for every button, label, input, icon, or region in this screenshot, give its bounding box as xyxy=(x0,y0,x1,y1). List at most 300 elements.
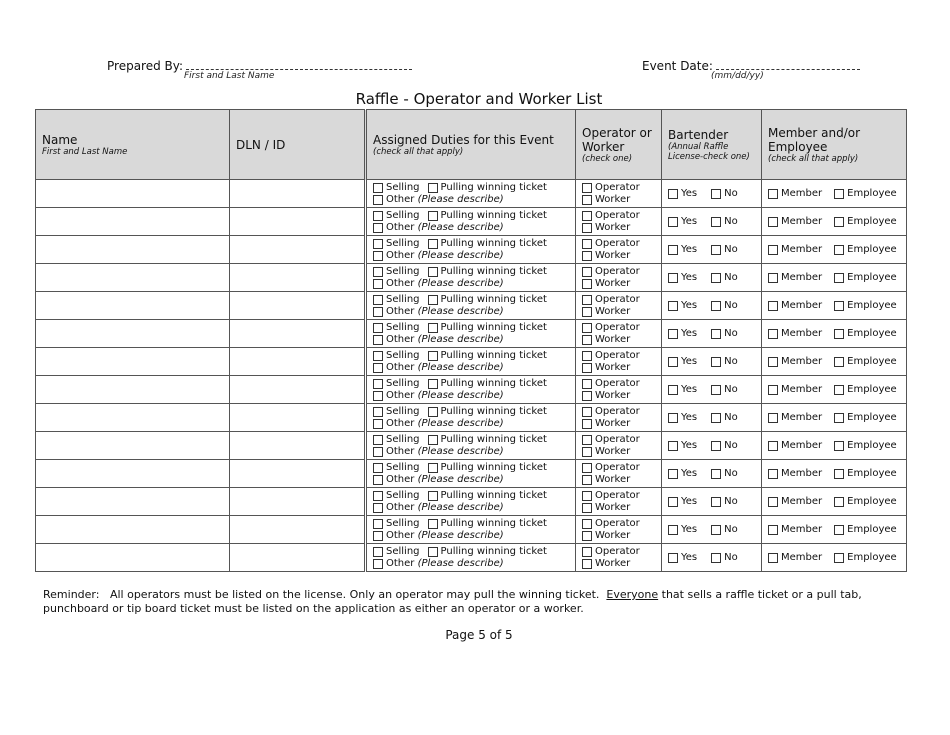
selling-checkbox[interactable] xyxy=(373,211,383,221)
bartender-cell xyxy=(662,404,762,432)
worker-label: Worker xyxy=(595,474,631,485)
no-label: No xyxy=(724,384,738,395)
member-checkbox[interactable] xyxy=(768,413,778,423)
member-cell xyxy=(762,264,907,292)
other-label: Other xyxy=(386,530,415,541)
no-checkbox[interactable] xyxy=(711,329,721,339)
operator-label: Operator xyxy=(595,238,640,249)
other-describe-hint: (Please describe) xyxy=(417,306,504,317)
operator-checkbox[interactable] xyxy=(582,379,592,389)
bartender-cell xyxy=(662,292,762,320)
selling-checkbox[interactable] xyxy=(373,491,383,501)
operator-checkbox[interactable] xyxy=(582,351,592,361)
pulling-checkbox[interactable] xyxy=(428,239,438,249)
table-header xyxy=(36,110,907,180)
other-describe-hint: (Please describe) xyxy=(417,362,504,373)
other-describe-hint: (Please describe) xyxy=(417,558,504,569)
yes-checkbox[interactable] xyxy=(668,525,678,535)
other-checkbox[interactable] xyxy=(373,279,383,289)
member-label: Member xyxy=(781,524,823,535)
member-checkbox[interactable] xyxy=(768,329,778,339)
other-checkbox[interactable] xyxy=(373,475,383,485)
dln-cell[interactable] xyxy=(230,516,366,544)
dln-cell[interactable] xyxy=(230,404,366,432)
pulling-label: Pulling winning ticket xyxy=(440,546,547,557)
pulling-checkbox[interactable] xyxy=(428,407,438,417)
operator-checkbox[interactable] xyxy=(582,295,592,305)
bartender-cell xyxy=(662,180,762,208)
pulling-label: Pulling winning ticket xyxy=(440,518,547,529)
other-describe-hint: (Please describe) xyxy=(417,334,504,345)
other-describe-hint: (Please describe) xyxy=(417,194,504,205)
duties-cell xyxy=(366,348,576,376)
operator-checkbox[interactable] xyxy=(582,463,592,473)
selling-checkbox[interactable] xyxy=(373,547,383,557)
no-checkbox[interactable] xyxy=(711,301,721,311)
member-cell xyxy=(762,404,907,432)
dln-cell[interactable] xyxy=(230,432,366,460)
operator-label: Operator xyxy=(595,434,640,445)
role-cell xyxy=(576,320,662,348)
operator-checkbox[interactable] xyxy=(582,183,592,193)
employee-checkbox[interactable] xyxy=(834,553,844,563)
operator-checkbox[interactable] xyxy=(582,267,592,277)
yes-checkbox[interactable] xyxy=(668,469,678,479)
worker-checkbox[interactable] xyxy=(582,475,592,485)
member-label: Member xyxy=(781,468,823,479)
operator-checkbox[interactable] xyxy=(582,491,592,501)
dln-cell[interactable] xyxy=(230,292,366,320)
member-cell xyxy=(762,432,907,460)
member-checkbox[interactable] xyxy=(768,525,778,535)
name-cell[interactable] xyxy=(36,180,230,208)
worker-label: Worker xyxy=(595,306,631,317)
selling-checkbox[interactable] xyxy=(373,267,383,277)
pulling-checkbox[interactable] xyxy=(428,295,438,305)
operator-checkbox[interactable] xyxy=(582,435,592,445)
operator-label: Operator xyxy=(595,210,640,221)
other-label: Other xyxy=(386,278,415,289)
selling-label: Selling xyxy=(386,434,420,445)
member-label: Member xyxy=(781,384,823,395)
pulling-checkbox[interactable] xyxy=(428,435,438,445)
selling-checkbox[interactable] xyxy=(373,239,383,249)
page-title: Raffle - Operator and Worker List xyxy=(355,90,603,108)
worker-checkbox[interactable] xyxy=(582,223,592,233)
bartender-cell xyxy=(662,516,762,544)
worker-checkbox[interactable] xyxy=(582,335,592,345)
role-cell xyxy=(576,404,662,432)
name-cell[interactable] xyxy=(36,544,230,572)
other-label: Other xyxy=(386,390,415,401)
yes-checkbox[interactable] xyxy=(668,329,678,339)
no-checkbox[interactable] xyxy=(711,357,721,367)
pulling-label: Pulling winning ticket xyxy=(440,378,547,389)
worker-checkbox[interactable] xyxy=(582,195,592,205)
dln-cell[interactable] xyxy=(230,460,366,488)
yes-checkbox[interactable] xyxy=(668,189,678,199)
other-checkbox[interactable] xyxy=(373,307,383,317)
duties-cell xyxy=(366,208,576,236)
other-label: Other xyxy=(386,446,415,457)
no-label: No xyxy=(724,188,738,199)
employee-checkbox[interactable] xyxy=(834,497,844,507)
member-cell xyxy=(762,544,907,572)
pulling-checkbox[interactable] xyxy=(428,463,438,473)
member-cell xyxy=(762,516,907,544)
other-checkbox[interactable] xyxy=(373,251,383,261)
member-checkbox[interactable] xyxy=(768,189,778,199)
pulling-label: Pulling winning ticket xyxy=(440,238,547,249)
yes-label: Yes xyxy=(681,328,698,339)
worker-label: Worker xyxy=(595,278,631,289)
employee-label: Employee xyxy=(847,244,897,255)
pulling-checkbox[interactable] xyxy=(428,323,438,333)
worker-label: Worker xyxy=(595,334,631,345)
dln-cell[interactable] xyxy=(230,376,366,404)
no-checkbox[interactable] xyxy=(711,217,721,227)
role-cell xyxy=(576,432,662,460)
duties-cell xyxy=(366,516,576,544)
yes-label: Yes xyxy=(681,384,698,395)
duties-cell xyxy=(366,236,576,264)
employee-checkbox[interactable] xyxy=(834,217,844,227)
dln-cell[interactable] xyxy=(230,488,366,516)
operator-label: Operator xyxy=(595,462,640,473)
employee-checkbox[interactable] xyxy=(834,357,844,367)
operator-checkbox[interactable] xyxy=(582,547,592,557)
role-cell xyxy=(576,236,662,264)
employee-label: Employee xyxy=(847,356,897,367)
pulling-checkbox[interactable] xyxy=(428,547,438,557)
no-checkbox[interactable] xyxy=(711,441,721,451)
employee-checkbox[interactable] xyxy=(834,385,844,395)
bartender-cell xyxy=(662,236,762,264)
name-cell[interactable] xyxy=(36,292,230,320)
employee-checkbox[interactable] xyxy=(834,525,844,535)
other-checkbox[interactable] xyxy=(373,391,383,401)
member-checkbox[interactable] xyxy=(768,469,778,479)
page-number: Page 5 of 5 xyxy=(445,628,513,642)
member-checkbox[interactable] xyxy=(768,245,778,255)
no-checkbox[interactable] xyxy=(711,469,721,479)
member-cell xyxy=(762,208,907,236)
event-date-line[interactable] xyxy=(716,60,860,70)
dln-cell[interactable] xyxy=(230,544,366,572)
name-cell[interactable] xyxy=(36,516,230,544)
worker-checkbox[interactable] xyxy=(582,307,592,317)
selling-label: Selling xyxy=(386,182,420,193)
worker-checkbox[interactable] xyxy=(582,391,592,401)
no-label: No xyxy=(724,244,738,255)
operator-label: Operator xyxy=(595,378,640,389)
duties-cell xyxy=(366,404,576,432)
yes-label: Yes xyxy=(681,440,698,451)
other-describe-hint: (Please describe) xyxy=(417,250,504,261)
yes-label: Yes xyxy=(681,524,698,535)
selling-label: Selling xyxy=(386,322,420,333)
other-checkbox[interactable] xyxy=(373,531,383,541)
no-checkbox[interactable] xyxy=(711,413,721,423)
col-member: Member and/or Employee (check all that apply) xyxy=(762,110,907,180)
role-cell xyxy=(576,292,662,320)
table-row xyxy=(36,180,907,208)
no-label: No xyxy=(724,216,738,227)
other-checkbox[interactable] xyxy=(373,503,383,513)
selling-label: Selling xyxy=(386,490,420,501)
dln-cell[interactable] xyxy=(230,320,366,348)
yes-checkbox[interactable] xyxy=(668,553,678,563)
table-row xyxy=(36,516,907,544)
pulling-checkbox[interactable] xyxy=(428,519,438,529)
worker-label: Worker xyxy=(595,418,631,429)
no-label: No xyxy=(724,272,738,283)
no-checkbox[interactable] xyxy=(711,525,721,535)
other-checkbox[interactable] xyxy=(373,447,383,457)
member-checkbox[interactable] xyxy=(768,357,778,367)
member-checkbox[interactable] xyxy=(768,441,778,451)
employee-checkbox[interactable] xyxy=(834,301,844,311)
member-checkbox[interactable] xyxy=(768,301,778,311)
member-cell xyxy=(762,320,907,348)
selling-checkbox[interactable] xyxy=(373,295,383,305)
table-row xyxy=(36,264,907,292)
yes-checkbox[interactable] xyxy=(668,217,678,227)
member-checkbox[interactable] xyxy=(768,553,778,563)
event-date-label: Event Date: xyxy=(642,59,713,73)
operator-checkbox[interactable] xyxy=(582,323,592,333)
dln-cell[interactable] xyxy=(230,180,366,208)
selling-label: Selling xyxy=(386,238,420,249)
selling-checkbox[interactable] xyxy=(373,435,383,445)
yes-checkbox[interactable] xyxy=(668,385,678,395)
name-cell[interactable] xyxy=(36,404,230,432)
employee-label: Employee xyxy=(847,440,897,451)
no-checkbox[interactable] xyxy=(711,189,721,199)
table-row xyxy=(36,488,907,516)
pulling-checkbox[interactable] xyxy=(428,379,438,389)
operator-label: Operator xyxy=(595,294,640,305)
pulling-checkbox[interactable] xyxy=(428,211,438,221)
member-label: Member xyxy=(781,440,823,451)
duties-cell xyxy=(366,292,576,320)
member-cell xyxy=(762,348,907,376)
selling-checkbox[interactable] xyxy=(373,183,383,193)
other-describe-hint: (Please describe) xyxy=(417,222,504,233)
member-checkbox[interactable] xyxy=(768,385,778,395)
name-cell[interactable] xyxy=(36,208,230,236)
operator-label: Operator xyxy=(595,490,640,501)
yes-label: Yes xyxy=(681,496,698,507)
other-checkbox[interactable] xyxy=(373,363,383,373)
member-checkbox[interactable] xyxy=(768,217,778,227)
other-checkbox[interactable] xyxy=(373,559,383,569)
selling-label: Selling xyxy=(386,462,420,473)
yes-checkbox[interactable] xyxy=(668,273,678,283)
member-checkbox[interactable] xyxy=(768,273,778,283)
col-dln: DLN / ID xyxy=(230,110,366,180)
dln-cell[interactable] xyxy=(230,264,366,292)
no-checkbox[interactable] xyxy=(711,385,721,395)
selling-label: Selling xyxy=(386,266,420,277)
other-checkbox[interactable] xyxy=(373,419,383,429)
other-describe-hint: (Please describe) xyxy=(417,278,504,289)
selling-checkbox[interactable] xyxy=(373,323,383,333)
table-row xyxy=(36,544,907,572)
bartender-cell xyxy=(662,320,762,348)
reminder-label: Reminder: xyxy=(43,588,100,601)
no-checkbox[interactable] xyxy=(711,497,721,507)
employee-label: Employee xyxy=(847,524,897,535)
worker-label: Worker xyxy=(595,558,631,569)
selling-checkbox[interactable] xyxy=(373,407,383,417)
dln-cell[interactable] xyxy=(230,348,366,376)
name-cell[interactable] xyxy=(36,320,230,348)
worker-label: Worker xyxy=(595,194,631,205)
employee-checkbox[interactable] xyxy=(834,329,844,339)
table-row xyxy=(36,376,907,404)
selling-label: Selling xyxy=(386,378,420,389)
other-label: Other xyxy=(386,334,415,345)
member-cell xyxy=(762,292,907,320)
operator-label: Operator xyxy=(595,266,640,277)
name-cell[interactable] xyxy=(36,460,230,488)
reminder-emphasis: Everyone xyxy=(606,588,659,601)
no-checkbox[interactable] xyxy=(711,245,721,255)
name-cell[interactable] xyxy=(36,236,230,264)
pulling-checkbox[interactable] xyxy=(428,351,438,361)
employee-checkbox[interactable] xyxy=(834,245,844,255)
table-row xyxy=(36,348,907,376)
yes-checkbox[interactable] xyxy=(668,301,678,311)
worker-checkbox[interactable] xyxy=(582,447,592,457)
bartender-cell xyxy=(662,432,762,460)
col-duties: Assigned Duties for this Event (check all that apply) xyxy=(366,110,576,180)
employee-checkbox[interactable] xyxy=(834,413,844,423)
role-cell xyxy=(576,516,662,544)
member-label: Member xyxy=(781,272,823,283)
yes-checkbox[interactable] xyxy=(668,497,678,507)
bartender-cell xyxy=(662,348,762,376)
pulling-checkbox[interactable] xyxy=(428,183,438,193)
selling-checkbox[interactable] xyxy=(373,379,383,389)
other-checkbox[interactable] xyxy=(373,335,383,345)
worker-table xyxy=(35,109,907,572)
role-cell xyxy=(576,460,662,488)
pulling-checkbox[interactable] xyxy=(428,267,438,277)
other-label: Other xyxy=(386,306,415,317)
table-row xyxy=(36,320,907,348)
member-label: Member xyxy=(781,244,823,255)
yes-label: Yes xyxy=(681,216,698,227)
no-checkbox[interactable] xyxy=(711,553,721,563)
worker-label: Worker xyxy=(595,250,631,261)
name-cell[interactable] xyxy=(36,432,230,460)
other-checkbox[interactable] xyxy=(373,195,383,205)
role-cell xyxy=(576,376,662,404)
selling-label: Selling xyxy=(386,518,420,529)
employee-checkbox[interactable] xyxy=(834,189,844,199)
operator-checkbox[interactable] xyxy=(582,211,592,221)
no-label: No xyxy=(724,524,738,535)
role-cell xyxy=(576,208,662,236)
yes-checkbox[interactable] xyxy=(668,413,678,423)
other-label: Other xyxy=(386,194,415,205)
pulling-label: Pulling winning ticket xyxy=(440,434,547,445)
col-name: Name First and Last Name xyxy=(36,110,230,180)
other-label: Other xyxy=(386,558,415,569)
member-cell xyxy=(762,236,907,264)
worker-checkbox[interactable] xyxy=(582,503,592,513)
yes-label: Yes xyxy=(681,356,698,367)
operator-label: Operator xyxy=(595,322,640,333)
selling-checkbox[interactable] xyxy=(373,519,383,529)
name-cell[interactable] xyxy=(36,348,230,376)
other-label: Other xyxy=(386,250,415,261)
name-cell[interactable] xyxy=(36,376,230,404)
other-checkbox[interactable] xyxy=(373,223,383,233)
employee-label: Employee xyxy=(847,468,897,479)
operator-checkbox[interactable] xyxy=(582,519,592,529)
worker-checkbox[interactable] xyxy=(582,531,592,541)
member-label: Member xyxy=(781,300,823,311)
reminder-note xyxy=(43,588,918,616)
worker-checkbox[interactable] xyxy=(582,419,592,429)
no-label: No xyxy=(724,328,738,339)
worker-checkbox[interactable] xyxy=(582,279,592,289)
yes-checkbox[interactable] xyxy=(668,245,678,255)
table-row xyxy=(36,404,907,432)
selling-checkbox[interactable] xyxy=(373,463,383,473)
no-label: No xyxy=(724,468,738,479)
selling-checkbox[interactable] xyxy=(373,351,383,361)
dln-cell[interactable] xyxy=(230,236,366,264)
yes-checkbox[interactable] xyxy=(668,441,678,451)
worker-checkbox[interactable] xyxy=(582,559,592,569)
bartender-cell xyxy=(662,208,762,236)
reminder-text-1: All operators must be listed on the license. Only an operator may pull the winning ticket. xyxy=(109,588,600,601)
yes-checkbox[interactable] xyxy=(668,357,678,367)
worker-label: Worker xyxy=(595,530,631,541)
employee-checkbox[interactable] xyxy=(834,469,844,479)
operator-label: Operator xyxy=(595,546,640,557)
pulling-label: Pulling winning ticket xyxy=(440,182,547,193)
other-label: Other xyxy=(386,362,415,373)
pulling-label: Pulling winning ticket xyxy=(440,406,547,417)
worker-checkbox[interactable] xyxy=(582,251,592,261)
pulling-checkbox[interactable] xyxy=(428,491,438,501)
name-cell[interactable] xyxy=(36,264,230,292)
employee-checkbox[interactable] xyxy=(834,273,844,283)
employee-checkbox[interactable] xyxy=(834,441,844,451)
name-cell[interactable] xyxy=(36,488,230,516)
worker-checkbox[interactable] xyxy=(582,363,592,373)
no-checkbox[interactable] xyxy=(711,273,721,283)
prepared-by-line[interactable] xyxy=(186,60,412,70)
operator-checkbox[interactable] xyxy=(582,239,592,249)
reminder-text-2: that sells a raffle ticket or a pull tab, punchboard or tip board ticket must be listed on the application as either an operator or a worker. xyxy=(43,588,862,615)
dln-cell[interactable] xyxy=(230,208,366,236)
yes-label: Yes xyxy=(681,300,698,311)
employee-label: Employee xyxy=(847,188,897,199)
other-label: Other xyxy=(386,474,415,485)
member-checkbox[interactable] xyxy=(768,497,778,507)
no-label: No xyxy=(724,300,738,311)
other-label: Other xyxy=(386,222,415,233)
worker-label: Worker xyxy=(595,362,631,373)
role-cell xyxy=(576,544,662,572)
operator-checkbox[interactable] xyxy=(582,407,592,417)
